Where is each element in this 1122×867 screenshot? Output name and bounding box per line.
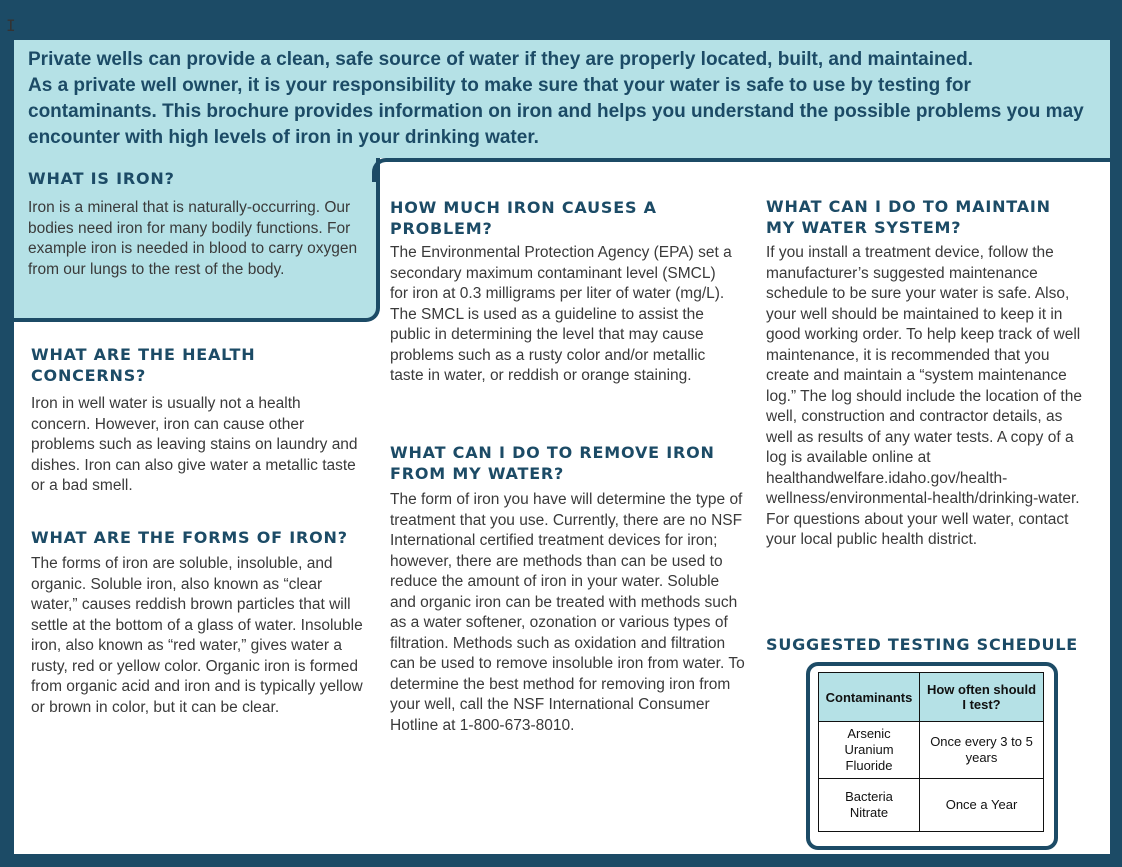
intro-line-2: As a private well owner, it is your responsibility to make sure that your water is safe to use by testing for contaminants. This brochure provides information on iron and helps you understand the possible problems you may encounter with high levels of iron in your drinking water. [28,75,1084,148]
what-is-iron-section [28,168,358,280]
how-much-text: The Environmental Protection Agency (EPA) set a secondary maximum contaminant level (SMCL) for iron at 0.3 milligrams per liter of water (mg/L). The SMCL is used as a guideline to assist the public in determining the level that may cause problems such as a rusty color and/or metallic taste in water, or reddish or orange staining. [390,244,732,384]
remove-iron-text: The form of iron you have will determine the type of treatment that you use. Currently, there are no NSF International certified treatment devices for iron; however, there are methods than can be used to reduce the amount of iron in your water. Soluble and organic iron can be treated with methods such as a water softener, ozonation or various types of filtration. Methods such as oxidation and filtration can be used to remove insoluble iron from water. To determine the best method for removing iron from your well, call the NSF International Consumer Hotline at 1-800-673-8010. [390,491,745,734]
contaminant-name: Fluoride [845,758,893,773]
contaminants-cell [819,779,920,832]
forms-of-iron-section [31,527,366,718]
table-row [819,722,1044,779]
testing-schedule-table [818,672,1044,832]
maintain-text: If you install a treatment device, follow the manufacturer’s suggested maintenance schedule to be sure your water is safe. Also, your well should be maintained to keep it in good working order. To help keep track of well maintenance, it is recommended that you create and maintain a “system maintenance log.” The log should include the location of the well, construction and contractor details, as well as results of any water tests. A copy of a log is available online at healthandwelfare.idaho.gov/health-wellness/environmental-health/drinking-water. For questions about your well water, contact your local public health district. [766,244,1082,548]
intro-banner [14,40,1110,158]
remove-iron-heading: WHAT CAN I DO TO REMOVE IRON FROM MY WATER? [390,443,715,483]
table-row [819,779,1044,832]
forms-of-iron-text: The forms of iron are soluble, insoluble, and organic. Soluble iron, also known as “clear water,” causes reddish brown particles that will settle at the bottom of a glass of water. Insoluble iron, also known as “red water,” gives water a rusty, red or yellow color. Organic iron is formed from organic acid and iron and is typically yellow or brown in color, but it can be clear. [31,555,363,716]
table-header-row [819,673,1044,722]
contaminant-name: Nitrate [849,805,889,820]
contaminants-cell [819,722,920,779]
what-is-iron-text: Iron is a mineral that is naturally-occurring. Our bodies need iron for many bodily functions. For example iron is needed in blood to carry oxygen from our lungs to the rest of the body. [28,199,358,278]
how-much-section [390,197,735,387]
text-cursor-icon: I [6,16,16,35]
remove-iron-section [390,442,745,736]
forms-of-iron-heading: WHAT ARE THE FORMS OF IRON? [31,528,348,547]
contaminant-name: Uranium [844,742,894,757]
frequency-cell: Once every 3 to 5 years [920,722,1044,779]
schedule-heading: SUGGESTED TESTING SCHEDULE [766,635,1079,654]
schedule-section [766,634,1096,655]
panel-border [372,158,1116,182]
frequency-cell: Once a Year [920,779,1044,832]
health-concerns-text: Iron in well water is usually not a health concern. However, iron can cause other problems such as leaving stains on laundry and dishes. Iron can also give water a metallic taste or a bad smell. [31,395,358,494]
maintain-heading: WHAT CAN I DO TO MAINTAIN MY WATER SYSTEM? [766,197,1051,237]
maintain-section [766,196,1086,551]
what-is-iron-heading: WHAT IS IRON? [28,169,175,188]
health-concerns-section [31,344,361,497]
how-much-heading: HOW MUCH IRON CAUSES A PROBLEM? [390,198,657,238]
contaminant-name: Bacteria [845,789,893,804]
intro-line-1: Private wells can provide a clean, safe source of water if they are properly located, built, and maintained. [28,49,974,70]
contaminant-name: Arsenic [847,726,891,741]
table-header-cell: Contaminants [819,673,920,722]
health-concerns-heading: WHAT ARE THE HEALTH CONCERNS? [31,345,256,385]
table-header-cell: How often should I test? [920,673,1044,722]
